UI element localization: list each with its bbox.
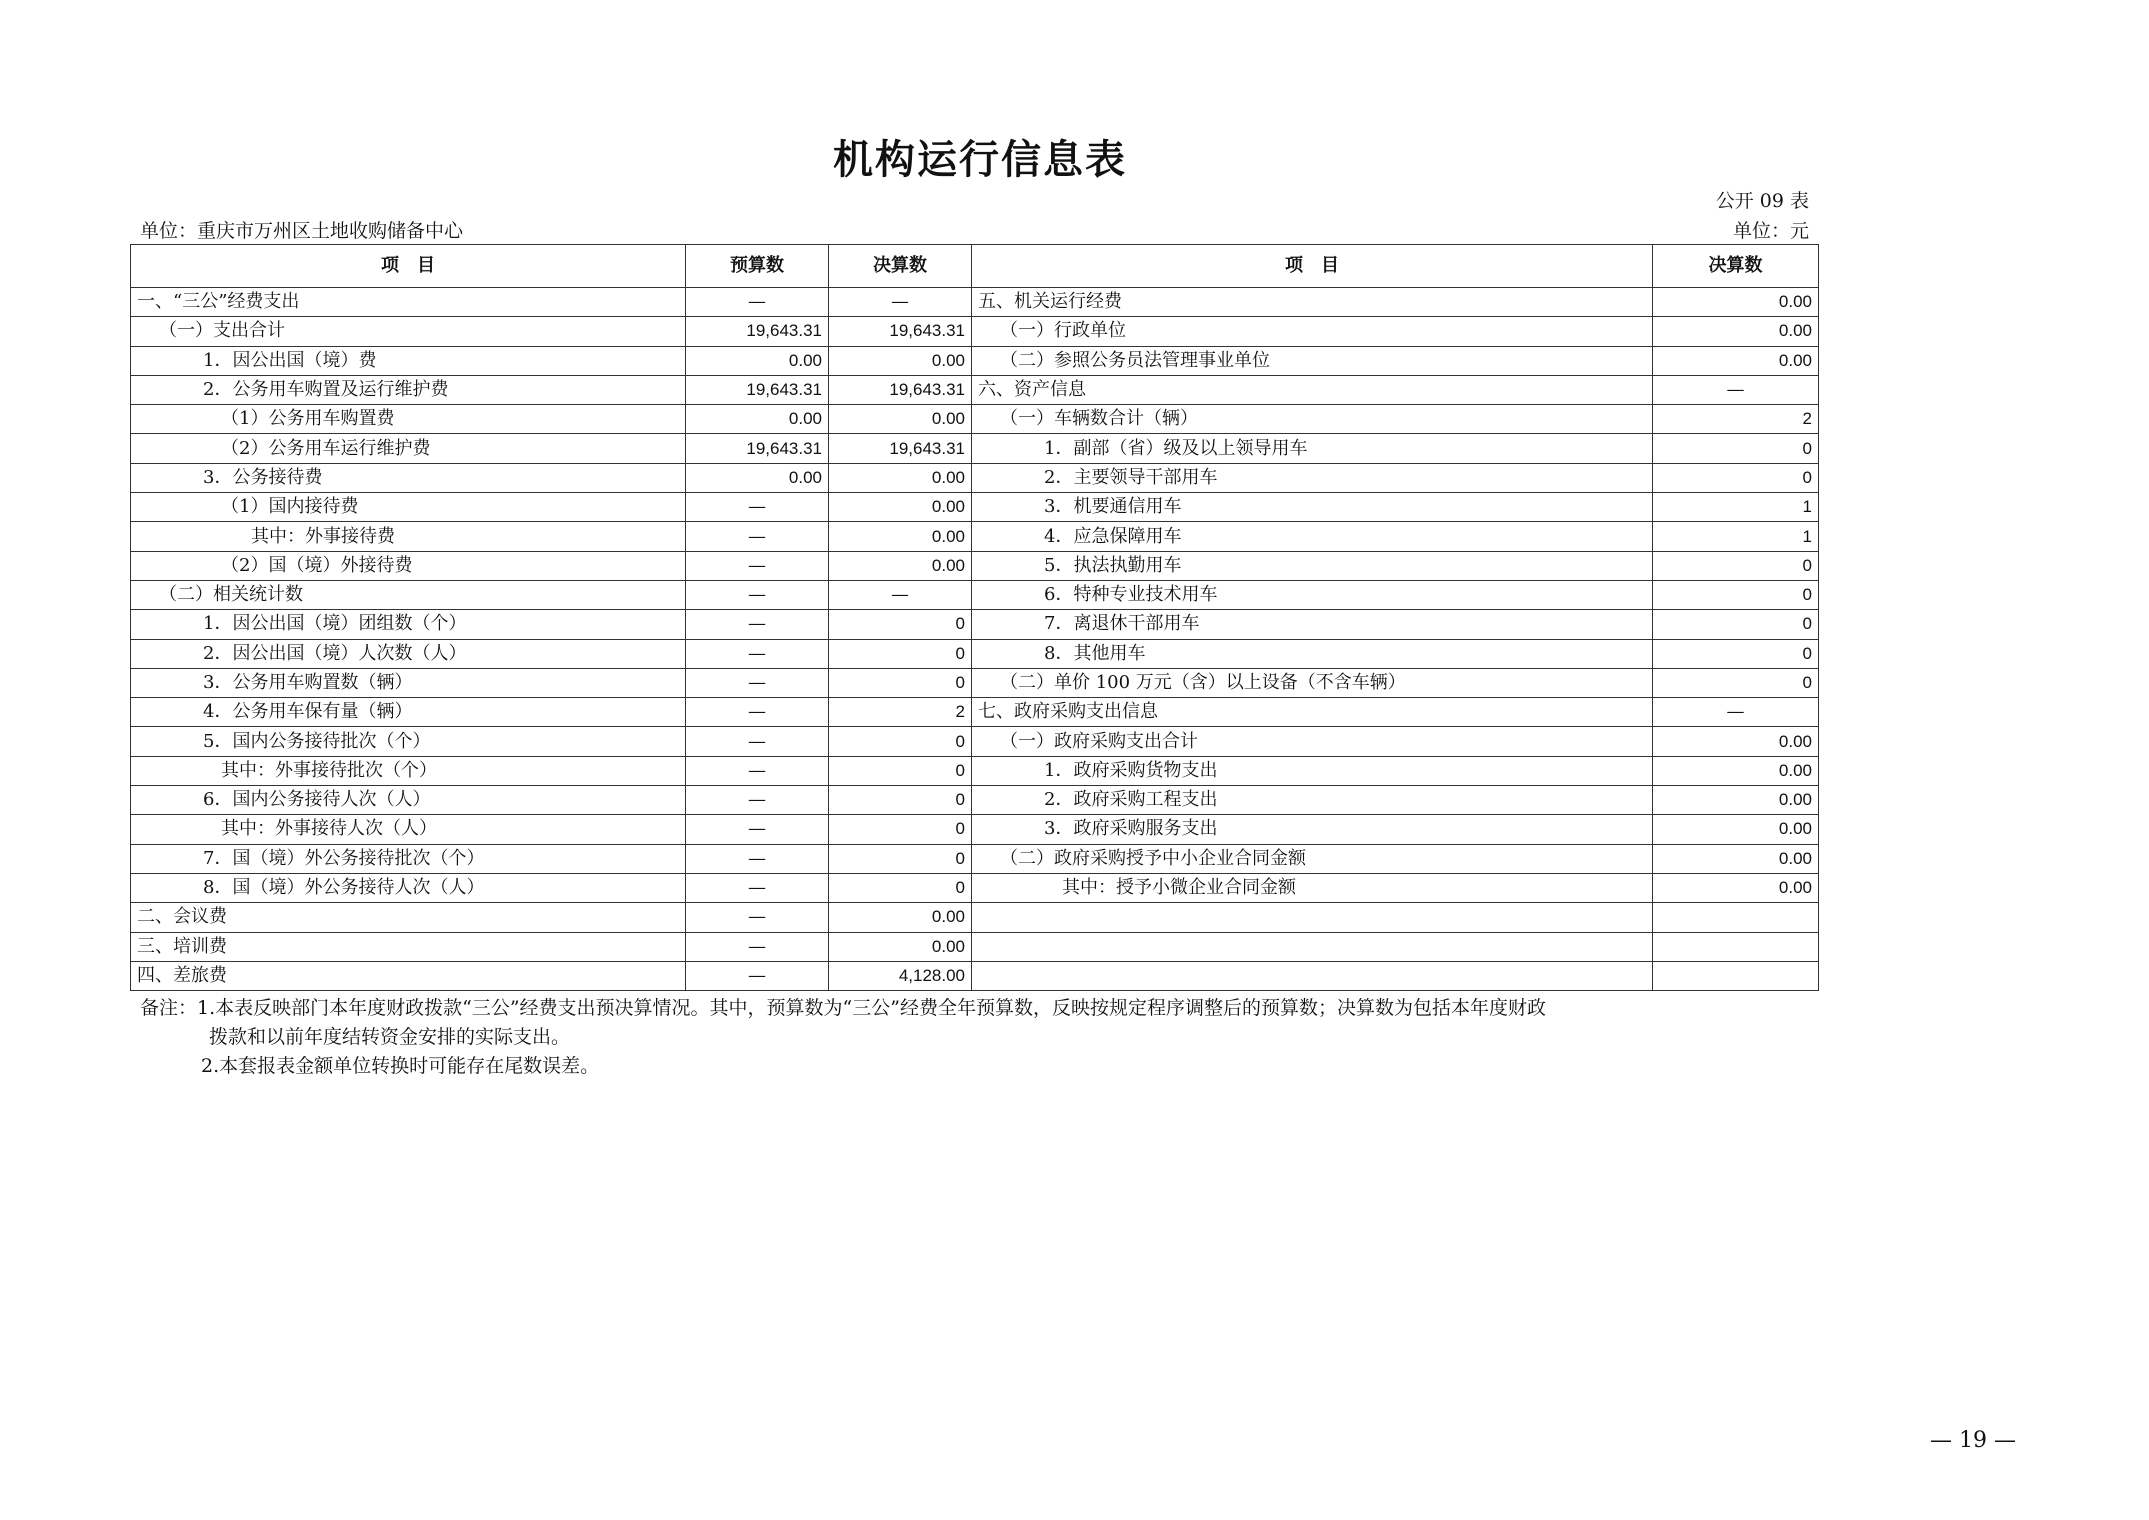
right-final-value: 0.00 <box>1653 815 1819 844</box>
left-budget-value: — <box>686 698 829 727</box>
table-row <box>131 610 1819 639</box>
header-item-right: 项 目 <box>972 245 1653 288</box>
left-budget-value: — <box>686 522 829 551</box>
table-row <box>131 698 1819 727</box>
left-budget-value: — <box>686 493 829 522</box>
left-item-label: 8．国（境）外公务接待人次（人） <box>131 873 686 902</box>
right-final-value <box>1653 932 1819 961</box>
right-item-label: 6．特种专业技术用车 <box>972 580 1653 609</box>
left-budget-value: 0.00 <box>686 346 829 375</box>
right-final-value: 1 <box>1653 522 1819 551</box>
left-final-value: 0.00 <box>829 551 972 580</box>
table-row <box>131 756 1819 785</box>
right-item-label: （二）参照公务员法管理事业单位 <box>972 346 1653 375</box>
left-budget-value: — <box>686 873 829 902</box>
right-item-label: 3．政府采购服务支出 <box>972 815 1653 844</box>
right-final-value: — <box>1653 375 1819 404</box>
left-final-value: 0.00 <box>829 493 972 522</box>
left-final-value: 0.00 <box>829 932 972 961</box>
table-header-row <box>131 245 1819 288</box>
left-budget-value: — <box>686 610 829 639</box>
right-final-value: 0 <box>1653 580 1819 609</box>
header-budget: 预算数 <box>686 245 829 288</box>
left-item-label: （2）国（境）外接待费 <box>131 551 686 580</box>
left-item-label: （1）公务用车购置费 <box>131 405 686 434</box>
note-line-3: 2.本套报表金额单位转换时可能存在尾数误差。 <box>201 1055 600 1077</box>
table-row <box>131 434 1819 463</box>
left-final-value: 0 <box>829 786 972 815</box>
left-final-value: 2 <box>829 698 972 727</box>
page-title: 机构运行信息表 <box>833 137 1127 183</box>
left-item-label: （一）支出合计 <box>131 317 686 346</box>
currency-unit: 单位：元 <box>1732 220 1809 242</box>
left-final-value: 0 <box>829 756 972 785</box>
right-final-value <box>1653 903 1819 932</box>
right-final-value: — <box>1653 698 1819 727</box>
right-item-label: 其中：授予小微企业合同金额 <box>972 873 1653 902</box>
left-final-value: 19,643.31 <box>829 317 972 346</box>
right-final-value: 0 <box>1653 434 1819 463</box>
right-item-label: 七、政府采购支出信息 <box>972 698 1653 727</box>
left-item-label: 6．国内公务接待人次（人） <box>131 786 686 815</box>
left-budget-value: — <box>686 815 829 844</box>
left-item-label: 2．因公出国（境）人次数（人） <box>131 639 686 668</box>
table-row <box>131 873 1819 902</box>
left-item-label: 5．国内公务接待批次（个） <box>131 727 686 756</box>
left-final-value: — <box>829 288 972 317</box>
right-item-label <box>972 932 1653 961</box>
left-final-value: 0 <box>829 668 972 697</box>
right-item-label: 2．政府采购工程支出 <box>972 786 1653 815</box>
left-item-label: 4．公务用车保有量（辆） <box>131 698 686 727</box>
right-item-label: 8．其他用车 <box>972 639 1653 668</box>
right-item-label: 1．副部（省）级及以上领导用车 <box>972 434 1653 463</box>
left-budget-value: — <box>686 551 829 580</box>
left-final-value: 19,643.31 <box>829 375 972 404</box>
left-budget-value: — <box>686 727 829 756</box>
left-item-label: 三、培训费 <box>131 932 686 961</box>
table-row <box>131 405 1819 434</box>
left-final-value: 0.00 <box>829 522 972 551</box>
right-item-label: （一）行政单位 <box>972 317 1653 346</box>
right-final-value: 0.00 <box>1653 317 1819 346</box>
right-final-value: 1 <box>1653 493 1819 522</box>
right-final-value: 0 <box>1653 551 1819 580</box>
right-item-label: （二）单价 100 万元（含）以上设备（不含车辆） <box>972 668 1653 697</box>
form-number: 公开 09 表 <box>1715 190 1809 212</box>
right-final-value: 0.00 <box>1653 727 1819 756</box>
table-row <box>131 639 1819 668</box>
table-row <box>131 493 1819 522</box>
note-line-1: 备注：1.本表反映部门本年度财政拨款“三公”经费支出预决算情况。其中，预算数为“三公”经费全年预算数，反映按规定程序调整后的预算数；决算数为包括本年度财政 <box>140 997 1546 1019</box>
left-item-label: 2．公务用车购置及运行维护费 <box>131 375 686 404</box>
table-row <box>131 522 1819 551</box>
left-item-label: 其中：外事接待批次（个） <box>131 756 686 785</box>
table-row <box>131 844 1819 873</box>
right-item-label: 4．应急保障用车 <box>972 522 1653 551</box>
page-number: — 19 — <box>1930 1428 2016 1453</box>
header-final-right: 决算数 <box>1653 245 1819 288</box>
left-item-label: （1）国内接待费 <box>131 493 686 522</box>
table-row <box>131 903 1819 932</box>
right-final-value: 0 <box>1653 463 1819 492</box>
left-final-value: 0 <box>829 610 972 639</box>
left-item-label: 其中：外事接待人次（人） <box>131 815 686 844</box>
left-budget-value: — <box>686 639 829 668</box>
right-item-label: （一）政府采购支出合计 <box>972 727 1653 756</box>
left-budget-value: — <box>686 288 829 317</box>
left-item-label: 其中：外事接待费 <box>131 522 686 551</box>
right-final-value: 0 <box>1653 668 1819 697</box>
right-final-value <box>1653 961 1819 990</box>
right-item-label: 五、机关运行经费 <box>972 288 1653 317</box>
right-final-value: 0.00 <box>1653 844 1819 873</box>
left-budget-value: — <box>686 756 829 785</box>
left-item-label: 3．公务用车购置数（辆） <box>131 668 686 697</box>
left-final-value: 0 <box>829 873 972 902</box>
left-budget-value: — <box>686 903 829 932</box>
right-item-label: （一）车辆数合计（辆） <box>972 405 1653 434</box>
right-item-label: 7．离退休干部用车 <box>972 610 1653 639</box>
right-item-label: 3．机要通信用车 <box>972 493 1653 522</box>
table-row <box>131 668 1819 697</box>
right-item-label: （二）政府采购授予中小企业合同金额 <box>972 844 1653 873</box>
right-final-value: 0.00 <box>1653 288 1819 317</box>
right-final-value: 2 <box>1653 405 1819 434</box>
right-final-value: 0 <box>1653 639 1819 668</box>
table-row <box>131 375 1819 404</box>
left-item-label: 7．国（境）外公务接待批次（个） <box>131 844 686 873</box>
left-final-value: 19,643.31 <box>829 434 972 463</box>
left-final-value: — <box>829 580 972 609</box>
note-line-2: 拨款和以前年度结转资金安排的实际支出。 <box>209 1026 571 1048</box>
left-item-label: （二）相关统计数 <box>131 580 686 609</box>
left-final-value: 4,128.00 <box>829 961 972 990</box>
table-row <box>131 317 1819 346</box>
right-final-value: 0.00 <box>1653 346 1819 375</box>
left-item-label: 1．因公出国（境）团组数（个） <box>131 610 686 639</box>
left-budget-value: 0.00 <box>686 405 829 434</box>
left-final-value: 0.00 <box>829 346 972 375</box>
left-budget-value: — <box>686 668 829 697</box>
table-row <box>131 346 1819 375</box>
operations-info-table <box>130 244 1819 991</box>
right-final-value: 0.00 <box>1653 873 1819 902</box>
table-row <box>131 786 1819 815</box>
left-item-label: 一、“三公”经费支出 <box>131 288 686 317</box>
right-final-value: 0.00 <box>1653 756 1819 785</box>
reporting-unit: 单位：重庆市万州区土地收购储备中心 <box>140 220 464 242</box>
table-row <box>131 551 1819 580</box>
left-item-label: 1．因公出国（境）费 <box>131 346 686 375</box>
left-final-value: 0.00 <box>829 903 972 932</box>
left-final-value: 0.00 <box>829 463 972 492</box>
right-item-label <box>972 961 1653 990</box>
right-item-label <box>972 903 1653 932</box>
table-row <box>131 463 1819 492</box>
header-final: 决算数 <box>829 245 972 288</box>
left-budget-value: 19,643.31 <box>686 375 829 404</box>
left-budget-value: — <box>686 932 829 961</box>
table-row <box>131 932 1819 961</box>
left-budget-value: — <box>686 580 829 609</box>
left-item-label: 四、差旅费 <box>131 961 686 990</box>
left-budget-value: 0.00 <box>686 463 829 492</box>
left-item-label: （2）公务用车运行维护费 <box>131 434 686 463</box>
left-final-value: 0 <box>829 844 972 873</box>
left-budget-value: — <box>686 961 829 990</box>
left-budget-value: — <box>686 844 829 873</box>
table-notes <box>140 994 1820 1081</box>
left-item-label: 二、会议费 <box>131 903 686 932</box>
right-item-label: 1．政府采购货物支出 <box>972 756 1653 785</box>
left-budget-value: 19,643.31 <box>686 434 829 463</box>
table-row <box>131 580 1819 609</box>
table-row <box>131 815 1819 844</box>
left-final-value: 0 <box>829 727 972 756</box>
left-final-value: 0 <box>829 815 972 844</box>
right-item-label: 六、资产信息 <box>972 375 1653 404</box>
right-item-label: 2．主要领导干部用车 <box>972 463 1653 492</box>
left-item-label: 3．公务接待费 <box>131 463 686 492</box>
header-item: 项 目 <box>131 245 686 288</box>
table-row <box>131 288 1819 317</box>
table-row <box>131 727 1819 756</box>
right-item-label: 5．执法执勤用车 <box>972 551 1653 580</box>
left-final-value: 0.00 <box>829 405 972 434</box>
left-budget-value: 19,643.31 <box>686 317 829 346</box>
right-final-value: 0.00 <box>1653 786 1819 815</box>
table-row <box>131 961 1819 990</box>
left-budget-value: — <box>686 786 829 815</box>
right-final-value: 0 <box>1653 610 1819 639</box>
left-final-value: 0 <box>829 639 972 668</box>
